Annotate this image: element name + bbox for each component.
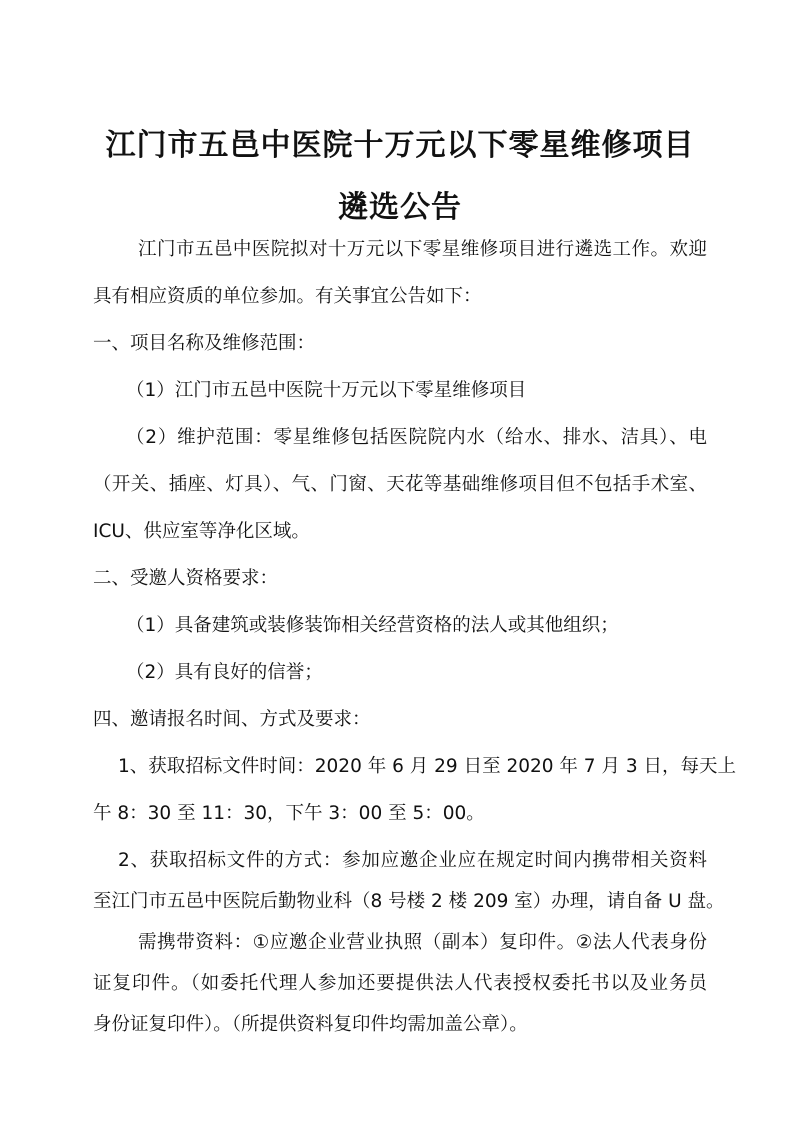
section-heading-qualification: 二、受邀人资格要求： <box>93 568 279 589</box>
project-item-2-line-2: （开关、插座、灯具）、气、门窗、天花等基础维修项目但不包括手术室、 <box>93 474 707 495</box>
materials-line-2: 证复印件。（如委托代理人参加还要提供法人代表授权委托书以及业务员 <box>93 973 707 994</box>
project-item-2-line-3: ICU、供应室等净化区域。 <box>93 521 310 542</box>
document-title-line1: 江门市五邑中医院十万元以下零星维修项目 <box>105 128 695 163</box>
materials-line-3: 身份证复印件）。（所提供资料复印件均需加盖公章）。 <box>93 1014 528 1035</box>
registration-time-line-1: 1、获取招标文件时间：2020 年 6 月 29 日至 2020 年 7 月 3 日，每天上 <box>118 756 736 777</box>
qualification-item-2: （2）具有良好的信誉； <box>126 662 323 683</box>
registration-time-line-2: 午 8：30 至 11：30，下午 3：00 至 5：00。 <box>93 803 485 824</box>
qualification-item-1: （1）具备建筑或装修装饰相关经营资格的法人或其他组织； <box>126 615 619 636</box>
materials-line-1: 需携带资料：①应邀企业营业执照（副本）复印件。②法人代表身份 <box>138 932 707 953</box>
intro-line-1: 江门市五邑中医院拟对十万元以下零星维修项目进行遴选工作。欢迎 <box>138 239 707 260</box>
intro-line-2: 具有相应资质的单位参加。有关事宜公告如下： <box>93 286 482 307</box>
section-heading-project: 一、项目名称及维修范围： <box>93 333 316 354</box>
project-item-1: （1）江门市五邑中医院十万元以下零星维修项目 <box>126 380 527 401</box>
registration-method-line-1: 2、获取招标文件的方式：参加应邀企业应在规定时间内携带相关资料 <box>118 850 707 871</box>
registration-method-line-2: 至江门市五邑中医院后勤物业科（8 号楼 2 楼 209 室）办理，请自备 U 盘。 <box>93 891 725 912</box>
document-title-line2: 遴选公告 <box>338 190 462 225</box>
section-heading-registration: 四、邀请报名时间、方式及要求： <box>93 709 371 730</box>
project-item-2-line-1: （2）维护范围：零星维修包括医院院内水（给水、排水、洁具）、电 <box>126 427 707 448</box>
